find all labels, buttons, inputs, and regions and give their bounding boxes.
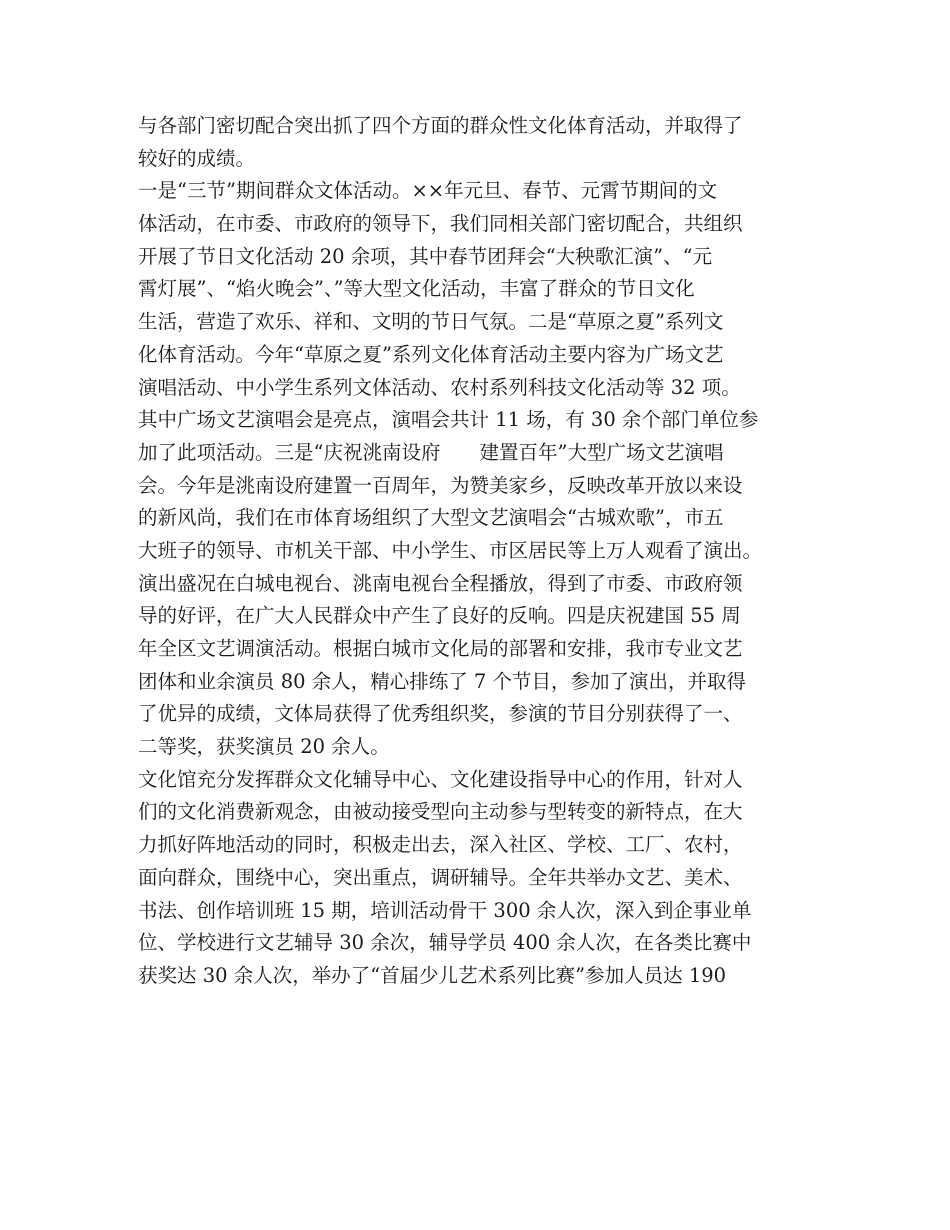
text-line: 书法、创作培训班 15 期，培训活动骨干 300 余人次，深入到企事业单 bbox=[138, 898, 752, 922]
text-line: 们的文化消费新观念，由被动接受型向主动参与型转变的新特点，在大 bbox=[138, 800, 743, 824]
text-line: 获奖达 30 余人次，举办了“首届少儿艺术系列比赛”参加人员达 190 bbox=[138, 963, 727, 987]
text-line: 年全区文艺调演活动。根据白城市文化局的部署和安排，我市专业文艺 bbox=[138, 637, 743, 660]
text-line: 演唱活动、中小学生系列文体活动、农村系列科技文化活动等 32 项。 bbox=[138, 375, 741, 399]
text-line: 文化馆充分发挥群众文化辅导中心、文化建设指导中心的作用，针对人 bbox=[138, 767, 743, 791]
text-line: 霄灯展”、“焰火晚会”、”等大型文化活动，丰富了群众的节日文化 bbox=[138, 277, 695, 301]
text-line: 力抓好阵地活动的同时，积极走出去，深入社区、学校、工厂、农村， bbox=[138, 833, 743, 857]
text-line: 演出盛况在白城电视台、洮南电视台全程播放，得到了市委、市政府领 bbox=[138, 571, 743, 595]
text-line: 生活，营造了欢乐、祥和、文明的节日气氛。二是“草原之夏”系列文 bbox=[138, 310, 724, 334]
text-line: 加了此项活动。三是“庆祝洮南设府 建置百年”大型广场文艺演唱 bbox=[138, 440, 724, 464]
text-line: 导的好评，在广大人民群众中产生了良好的反响。四是庆祝建国 55 周 bbox=[138, 604, 741, 628]
text-line: 二等奖，获奖演员 20 余人。 bbox=[138, 735, 390, 759]
text-line: 较好的成绩。 bbox=[138, 146, 256, 170]
text-line: 体活动，在市委、市政府的领导下，我们同相关部门密切配合，共组织 bbox=[138, 212, 743, 236]
text-line: 位、学校进行文艺辅导 30 余次，辅导学员 400 余人次，在各类比赛中 bbox=[138, 931, 752, 955]
text-line: 其中广场文艺演唱会是亮点，演唱会共计 11 场，有 30 余个部门单位参 bbox=[138, 408, 759, 432]
text-line: 化体育活动。今年“草原之夏”系列文化体育活动主要内容为广场文艺 bbox=[138, 342, 724, 366]
text-line: 开展了节日文化活动 20 余项，其中春节团拜会“大秧歌汇演”、“元 bbox=[138, 244, 713, 268]
text-line: 面向群众，围绕中心，突出重点，调研辅导。全年共举办文艺、美术、 bbox=[138, 865, 743, 889]
text-line: 了优异的成绩，文体局获得了优秀组织奖，参演的节目分别获得了一、 bbox=[138, 702, 743, 726]
body-text bbox=[138, 110, 838, 993]
text-line: 团体和业余演员 80 余人，精心排练了 7 个节目，参加了演出，并取得 bbox=[138, 669, 747, 693]
text-line: 一是“三节”期间群众文体活动。××年元旦、春节、元霄节期间的文 bbox=[138, 179, 718, 203]
text-line: 大班子的领导、市机关干部、中小学生、市区居民等上万人观看了演出。 bbox=[138, 538, 763, 562]
text-line: 与各部门密切配合突出抓了四个方面的群众性文化体育活动，并取得了 bbox=[138, 114, 743, 137]
text-line: 的新风尚，我们在市体育场组织了大型文艺演唱会“古城欢歌”，市五 bbox=[138, 506, 724, 530]
text-line: 会。今年是洮南设府建置一百周年，为赞美家乡，反映改革开放以来设 bbox=[138, 473, 743, 497]
